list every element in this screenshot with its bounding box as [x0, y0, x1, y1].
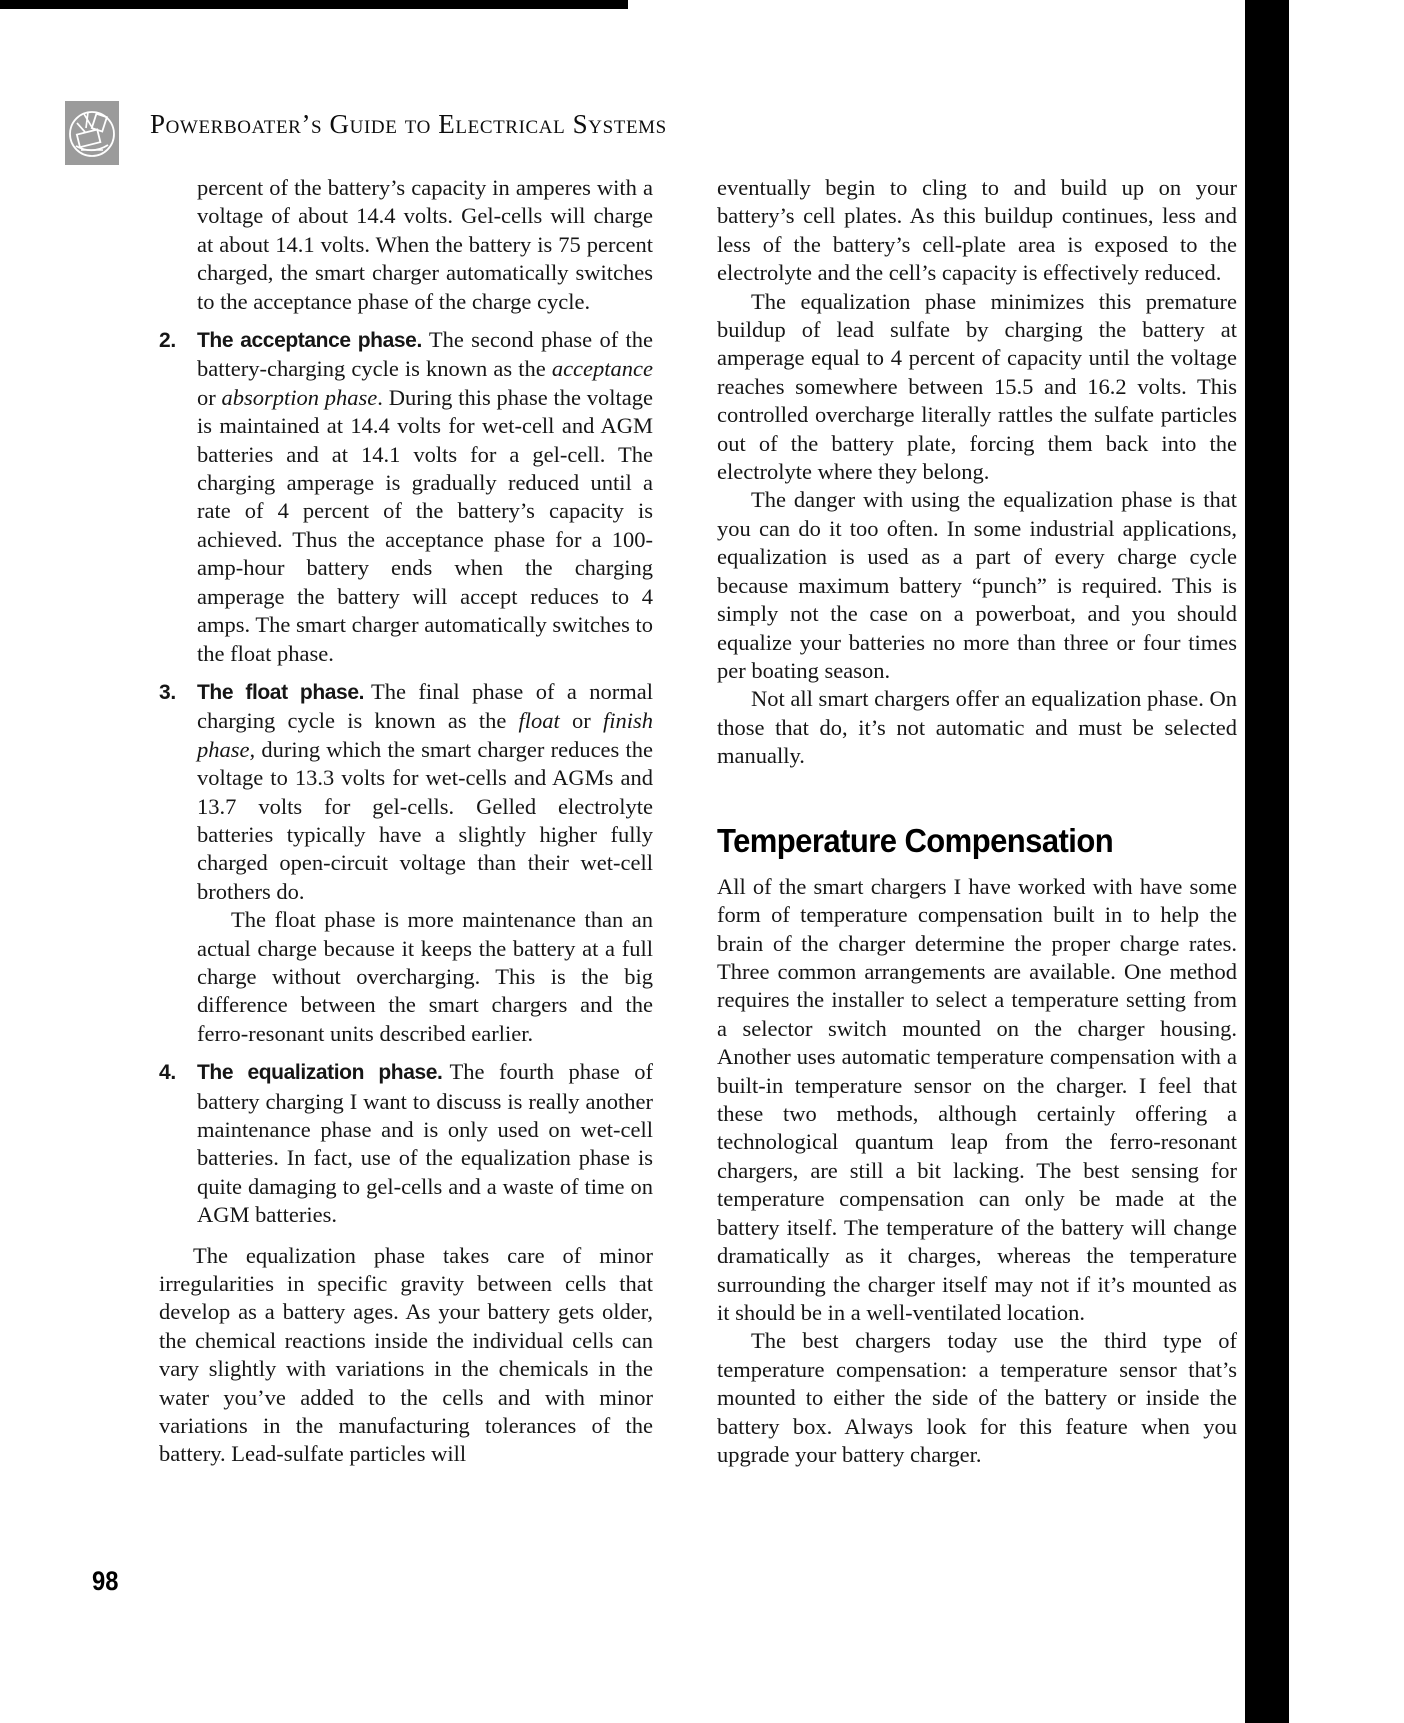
list-item-number: 3.	[159, 680, 176, 704]
list-item-acceptance-phase	[159, 326, 653, 668]
paragraph-best-chargers: The best chargers today use the third type of temperature compensation: a temperature sensor that’s mounted to either the side of the battery or inside the battery box. Always look for this feature when you upgrade your battery charger.	[717, 1328, 1237, 1467]
paragraph-equalization-danger: The danger with using the equalization phase is that you can do it too often. In some industrial applications, equalization is used as a part of every charge cycle because maximum battery “punch” is required. This is simply not the case on a powerboat, and you should equalize your batteries no more than three or four times per boating season.	[717, 487, 1237, 683]
list-item-number: 2.	[159, 329, 176, 353]
list-item-paragraph	[197, 326, 653, 668]
list-item-second-paragraph: The float phase is more maintenance than an actual charge because it keeps the battery at a full charge without overcharging. This is the big difference between the smart chargers and the ferro-resonant units described earlier.	[197, 907, 653, 1046]
list-item-paragraph	[197, 678, 653, 906]
page-edge-top-bar	[0, 0, 628, 9]
list-item-title: The acceptance phase.	[197, 329, 422, 353]
paragraph-equalization-minimizes: The equalization phase minimizes this premature buildup of lead sulfate by charging the battery at amperage equal to 4 percent of capacity until the voltage reaches somewhere between 15.5 and 16.2 volts. This controlled overcharge literally rattles the sulfate particles out of the battery plate, forcing them back into the electrolyte where they belong.	[717, 288, 1237, 485]
list-item-text: The final phase of a normal charging cycle is known as the float or finish phase, during which the smart charger reduces the voltage to 13.3 volts for wet-cells and AGMs and 13.7 volts for gel-cells. Gelled electrolyte batteries typically have a slightly higher fully charged open-circuit voltage than their wet-cell brothers do.	[197, 678, 653, 904]
list-item-float-phase	[159, 678, 653, 1048]
list-item-text: The second phase of the battery-charging cycle is known as the acceptance or absorption phase. During this phase the voltage is maintained at 14.4 volts for wet-cell and AGM batteries and at 14.1 volts for a gel-cell. The charging amperage is gradually reduced until a rate of 4 percent of the battery’s capacity is achieved. Thus the acceptance phase for a 100-amp-hour battery ends when the charging amperage the battery will accept reduces to 4 amps. The smart charger automatically switches to the float phase.	[197, 327, 653, 666]
list-item-number: 4.	[159, 1061, 176, 1085]
list-item-1-continuation-paragraph: percent of the battery’s capacity in amperes with a voltage of about 14.4 volts. Gel-cells will charge at about 14.1 volts. When the battery is 75 percent charged, the smart charger automatically switches to the acceptance phase of the charge cycle.	[197, 175, 653, 314]
equalization-overview-paragraph: The equalization phase takes care of minor irregularities in specific gravity between cells that develop as a battery ages. As your battery gets older, the chemical reactions inside the individual cells can vary slightly with variations in the chemicals in the water you’ve added to the cells and with minor variations in the manufacturing tolerances of the battery. Lead-sulfate particles will	[159, 1242, 653, 1467]
list-item-equalization-phase	[159, 1058, 653, 1229]
list-item-text: The fourth phase of battery charging I want to discuss is really another maintenance phase and is only used on wet-cell batteries. In fact, use of the equalization phase is quite damaging to gel-cells and a waste of time on AGM batteries.	[197, 1059, 653, 1228]
paragraph-not-all-chargers: Not all smart chargers offer an equalization phase. On those that do, it’s not automatic and must be selected manually.	[717, 686, 1237, 769]
section-heading-temperature-compensation: Temperature Compensation	[717, 821, 1114, 859]
paragraph-sulfate-buildup: eventually begin to cling to and build up on your battery’s cell plates. As this buildup continues, less and less of the battery’s cell-plate area is exposed to the electrolyte and the cell’s capacity is effectively reduced.	[717, 175, 1237, 286]
list-item-title: The equalization phase.	[197, 1061, 443, 1085]
paragraph-temperature-compensation: All of the smart chargers I have worked with have some form of temperature compensation built in to help the brain of the charger determine the proper charge rates. Three common arrangements are available. One method requires the installer to select a temperature setting from a selector switch mounted on the charger housing. Another uses automatic temperature compensation with a built-in temperature sensor on the charger. I feel that these two methods, although certainly offering a technological quantum leap from the ferro-resonant chargers, are still a bit lacking. The best sensing for temperature compensation can only be made at the battery itself. The temperature of the battery will change dramatically as it charges, whereas the temperature surrounding the charger itself may not if it’s mounted as it should be in a well-ventilated location.	[717, 873, 1237, 1325]
list-item-title: The float phase.	[197, 680, 365, 704]
list-item-paragraph	[197, 1058, 653, 1229]
page-edge-right-bar	[1245, 0, 1289, 1723]
book-title: Powerboater’s Guide to Electrical Systems	[150, 109, 667, 139]
page-number: 98	[92, 1566, 119, 1596]
publisher-logo-icon	[65, 101, 119, 165]
left-column	[159, 174, 653, 1469]
right-column	[717, 174, 1237, 1469]
